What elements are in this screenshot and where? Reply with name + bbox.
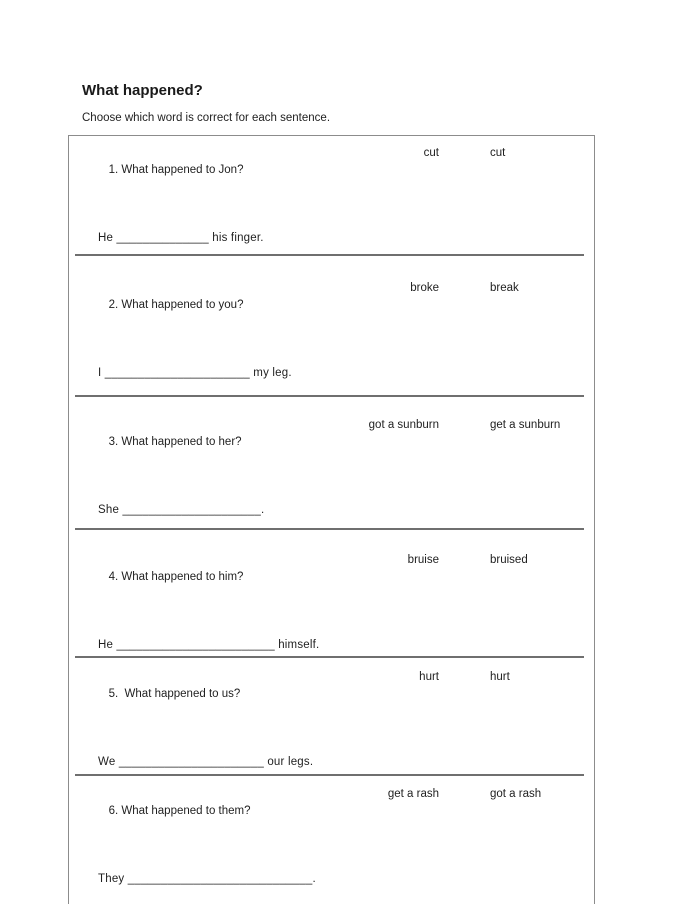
option-b[interactable]: bruised	[490, 554, 528, 566]
question-row-5	[69, 658, 594, 774]
questions-box	[68, 135, 595, 904]
answer-sentence: I ______________________ my leg.	[98, 367, 292, 379]
question-text: 2. What happened to you?	[108, 299, 244, 311]
answer-sentence: We ______________________ our legs.	[98, 756, 314, 768]
question-text: 1. What happened to Jon?	[108, 164, 244, 176]
option-a[interactable]: got a sunburn	[368, 419, 439, 431]
question-text: 6. What happened to them?	[108, 805, 251, 817]
question-text: 3. What happened to her?	[108, 436, 242, 448]
option-a[interactable]: broke	[410, 282, 439, 294]
question-line	[83, 417, 588, 502]
question-line	[83, 145, 588, 230]
question-row-3	[69, 397, 594, 528]
question-row-1	[69, 136, 594, 254]
answer-sentence: She _____________________.	[98, 504, 265, 516]
option-a[interactable]: bruise	[407, 554, 439, 566]
page-title: What happened?	[82, 82, 203, 99]
question-line	[83, 552, 588, 637]
instructions-text: Choose which word is correct for each sentence.	[82, 112, 331, 124]
option-a[interactable]: get a rash	[387, 788, 439, 800]
question-text: 4. What happened to him?	[108, 571, 244, 583]
answer-sentence: They ____________________________.	[98, 873, 316, 885]
question-text: 5. What happened to us?	[108, 688, 241, 700]
question-row-4	[69, 530, 594, 656]
question-row-6	[69, 776, 594, 904]
question-line	[83, 786, 588, 871]
option-b[interactable]: got a rash	[490, 788, 542, 800]
question-row-2	[69, 256, 594, 395]
option-b[interactable]: break	[490, 282, 519, 294]
option-b[interactable]: cut	[490, 147, 506, 159]
option-a[interactable]: hurt	[419, 671, 439, 683]
question-line	[83, 280, 588, 365]
option-b[interactable]: get a sunburn	[490, 419, 561, 431]
question-line	[83, 669, 588, 754]
answer-sentence: He ______________ his finger.	[98, 232, 264, 244]
option-a[interactable]: cut	[423, 147, 439, 159]
answer-sentence: He ________________________ himself.	[98, 639, 320, 651]
option-b[interactable]: hurt	[490, 671, 510, 683]
